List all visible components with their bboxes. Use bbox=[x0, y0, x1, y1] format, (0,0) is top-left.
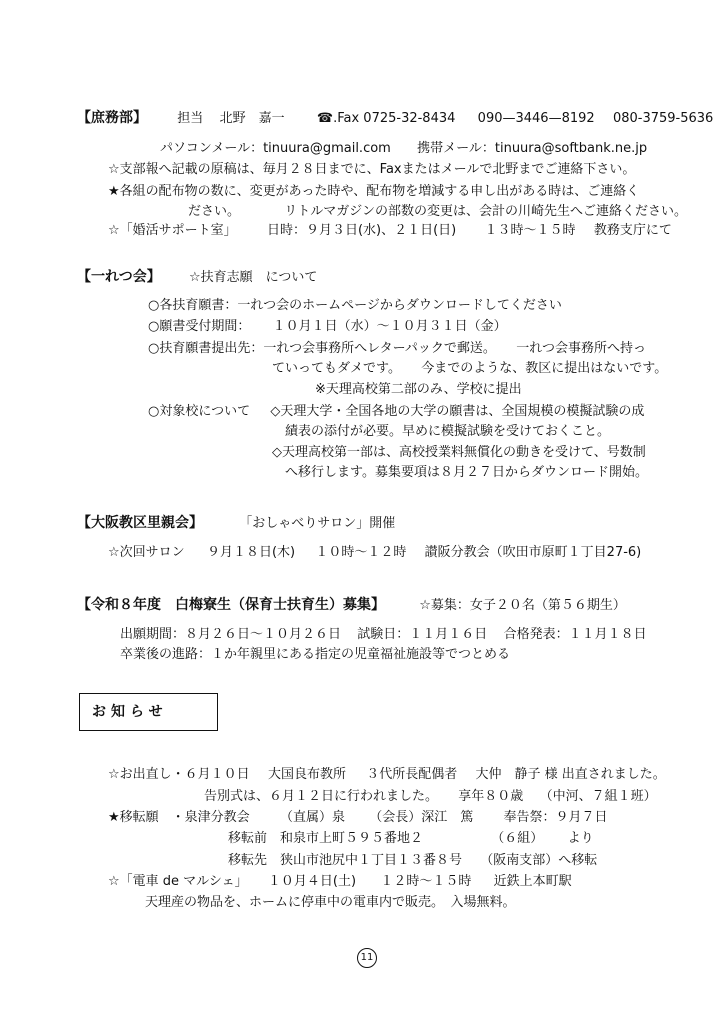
satooya-next-time: １０時～１２時 bbox=[315, 545, 407, 560]
ichiretsu-line2 bbox=[148, 320, 507, 333]
ichiretsu-line3 bbox=[148, 342, 646, 355]
page-number: 11 bbox=[357, 948, 377, 968]
shomubu-note2b-2: リトルマガジンの部数の変更は、会計の川崎先生へご連絡ください。 bbox=[284, 204, 687, 219]
satooya-heading bbox=[77, 516, 395, 530]
ichiretsu-line6-b: ◇天理大学・全国各地の大学の願書は、全国規模の模擬試験の成 bbox=[270, 404, 645, 419]
shomubu-fax: 0725-32-8434 bbox=[363, 111, 456, 126]
oshirase-l4-3: より bbox=[567, 831, 594, 846]
konkatsu-date: 日時：９月３日(水)、２１日(日) bbox=[266, 223, 457, 238]
satooya-header: 【大阪教区里親会】 bbox=[77, 515, 203, 531]
ichiretsu-heading bbox=[77, 270, 317, 284]
oshirase-l6-4: 近鉄上本町駅 bbox=[493, 874, 572, 889]
oshirase-title: お知らせ bbox=[92, 704, 168, 720]
oshirase-l3-2: （直属）泉 bbox=[279, 810, 345, 825]
hakubai-period bbox=[120, 628, 647, 641]
hakubai-boshu: ☆募集：女子２０名（第５６期生） bbox=[419, 598, 626, 613]
konkatsu-line bbox=[108, 224, 672, 237]
shomubu-mobile1: 090—3446—8192 bbox=[477, 111, 595, 126]
hakubai-period-result: 合格発表：１１月１８日 bbox=[503, 627, 647, 642]
shomubu-note2b-1: ださい。 bbox=[188, 204, 241, 219]
konkatsu-title: ☆「婚活サポート室」 bbox=[108, 223, 237, 238]
satooya-next-place: 讃阪分教会（吹田市原町１丁目27-6) bbox=[424, 545, 642, 560]
oshirase-l6-3: １２時～１５時 bbox=[380, 874, 472, 889]
oshirase-l4-2: （６組） bbox=[491, 831, 544, 846]
satooya-next bbox=[108, 546, 641, 559]
satooya-title: 「おしゃべりサロン」開催 bbox=[239, 516, 396, 531]
shomubu-mail-line bbox=[160, 142, 647, 155]
oshirase-l2-2: 享年８０歳 bbox=[458, 789, 524, 804]
ichiretsu-line3-b: 一れつ会事務所へ持っ bbox=[516, 341, 646, 356]
ichiretsu-line2-label: ○願書受付期間： bbox=[148, 319, 251, 334]
oshirase-l1-3: ３代所長配偶者 bbox=[366, 767, 458, 782]
oshirase-l4-1: 移転前 和泉市上町５９５番地２ bbox=[228, 831, 424, 846]
shomubu-tanto: 担当 bbox=[177, 111, 204, 126]
shomubu-header: 【庶務部】 bbox=[77, 110, 147, 126]
ichiretsu-line1: ○各扶育願書：一れつ会のホームページからダウンロードしてください bbox=[148, 298, 562, 313]
oshirase-l5-2: （阪南支部）へ移転 bbox=[480, 853, 598, 868]
ichiretsu-topic: ☆扶育志願 について bbox=[189, 270, 318, 285]
ichiretsu-line5: ※天理高校第二部のみ、学校に提出 bbox=[315, 382, 522, 397]
ichiretsu-line8: ◇天理高校第一部は、高校授業料無償化の動きを受けて、号数制 bbox=[272, 445, 646, 460]
shomubu-note2a: ★各組の配布物の数に、変更があった時や、配布物を増減する申し出がある時は、ご連絡く bbox=[108, 184, 640, 199]
shomubu-mobile-mail: 携帯メール：tinuura@softbank.ne.jp bbox=[417, 141, 648, 156]
oshirase-l2-3: （中河、７組１班） bbox=[539, 789, 657, 804]
oshirase-l5-1: 移転先 狭山市池尻中１丁目１３番８号 bbox=[228, 853, 463, 868]
oshirase-l3-1: ★移転願 ・泉津分教会 bbox=[108, 810, 250, 825]
shomubu-section bbox=[77, 111, 713, 125]
oshirase-line3 bbox=[108, 811, 608, 824]
hakubai-heading bbox=[77, 598, 626, 612]
satooya-next-date: ９月１８日(木) bbox=[206, 545, 296, 560]
phone-fax-icon-label: ☎.Fax bbox=[316, 111, 360, 126]
oshirase-l1-2: 大国良布教所 bbox=[267, 767, 346, 782]
oshirase-line2 bbox=[204, 790, 657, 803]
ichiretsu-line2-value: １０月１日（水）～１０月３１日（金） bbox=[272, 319, 507, 334]
oshirase-l6-2: １０月４日(土) bbox=[267, 874, 357, 889]
oshirase-box bbox=[79, 693, 218, 731]
oshirase-l3-3: （会長）深江 篤 bbox=[369, 810, 474, 825]
ichiretsu-line3-a: ○扶育願書提出先：一れつ会事務所へレターパックで郵送。 bbox=[148, 341, 496, 356]
ichiretsu-line4 bbox=[272, 362, 667, 375]
ichiretsu-header: 【一れつ会】 bbox=[77, 269, 161, 285]
ichiretsu-line7: 績表の添付が必要。早めに模擬試験を受けておくこと。 bbox=[285, 424, 611, 439]
hakubai-career: 卒業後の進路：１か年親里にある指定の児童福祉施設等でつとめる bbox=[120, 647, 511, 662]
oshirase-l6-1: ☆「電車 de マルシェ」 bbox=[108, 874, 248, 889]
ichiretsu-line4-b: 今までのような、教区に提出はないです。 bbox=[421, 361, 668, 376]
oshirase-line7: 天理産の物品を、ホームに停車中の電車内で販売。 入場無料。 bbox=[145, 895, 516, 910]
shomubu-name: 北野 嘉一 bbox=[219, 111, 285, 126]
oshirase-l2-1: 告別式は、６月１２日に行われました。 bbox=[204, 789, 439, 804]
konkatsu-place: 教務支庁にて bbox=[593, 223, 672, 238]
shomubu-mobile2: 080-3759-5636 bbox=[612, 111, 714, 126]
konkatsu-time: １３時～１５時 bbox=[484, 223, 576, 238]
shomubu-note1: ☆支部報へ記載の原稿は、毎月２８日までに、Faxまたはメールで北野までご連絡下さい。 bbox=[108, 162, 636, 177]
oshirase-line5 bbox=[228, 854, 597, 867]
ichiretsu-line9: へ移行します。募集要項は８月２７日からダウンロード開始。 bbox=[285, 465, 648, 480]
shomubu-pc-mail: パソコンメール：tinuura@gmail.com bbox=[160, 141, 391, 156]
ichiretsu-line6-a: ○対象校について bbox=[148, 404, 251, 419]
hakubai-header: 【令和８年度 白梅寮生（保育士扶育生）募集】 bbox=[77, 597, 385, 613]
hakubai-period-exam: 試験日：１１月１６日 bbox=[357, 627, 488, 642]
hakubai-period-apply: 出願期間：８月２６日～１０月２６日 bbox=[120, 627, 342, 642]
ichiretsu-line4-a: ていってもダメです。 bbox=[272, 361, 401, 376]
oshirase-l3-4: 奉告祭：９月７日 bbox=[503, 810, 608, 825]
oshirase-line6 bbox=[108, 875, 572, 888]
oshirase-l1-4: 大仲 静子 様 出直されました。 bbox=[475, 767, 666, 782]
oshirase-line4 bbox=[228, 832, 594, 845]
oshirase-l1-1: ☆お出直し・６月１０日 bbox=[108, 767, 250, 782]
shomubu-note2b bbox=[188, 205, 687, 218]
satooya-next-label: ☆次回サロン bbox=[108, 545, 185, 560]
oshirase-line1 bbox=[108, 768, 666, 781]
ichiretsu-line6 bbox=[148, 405, 644, 418]
